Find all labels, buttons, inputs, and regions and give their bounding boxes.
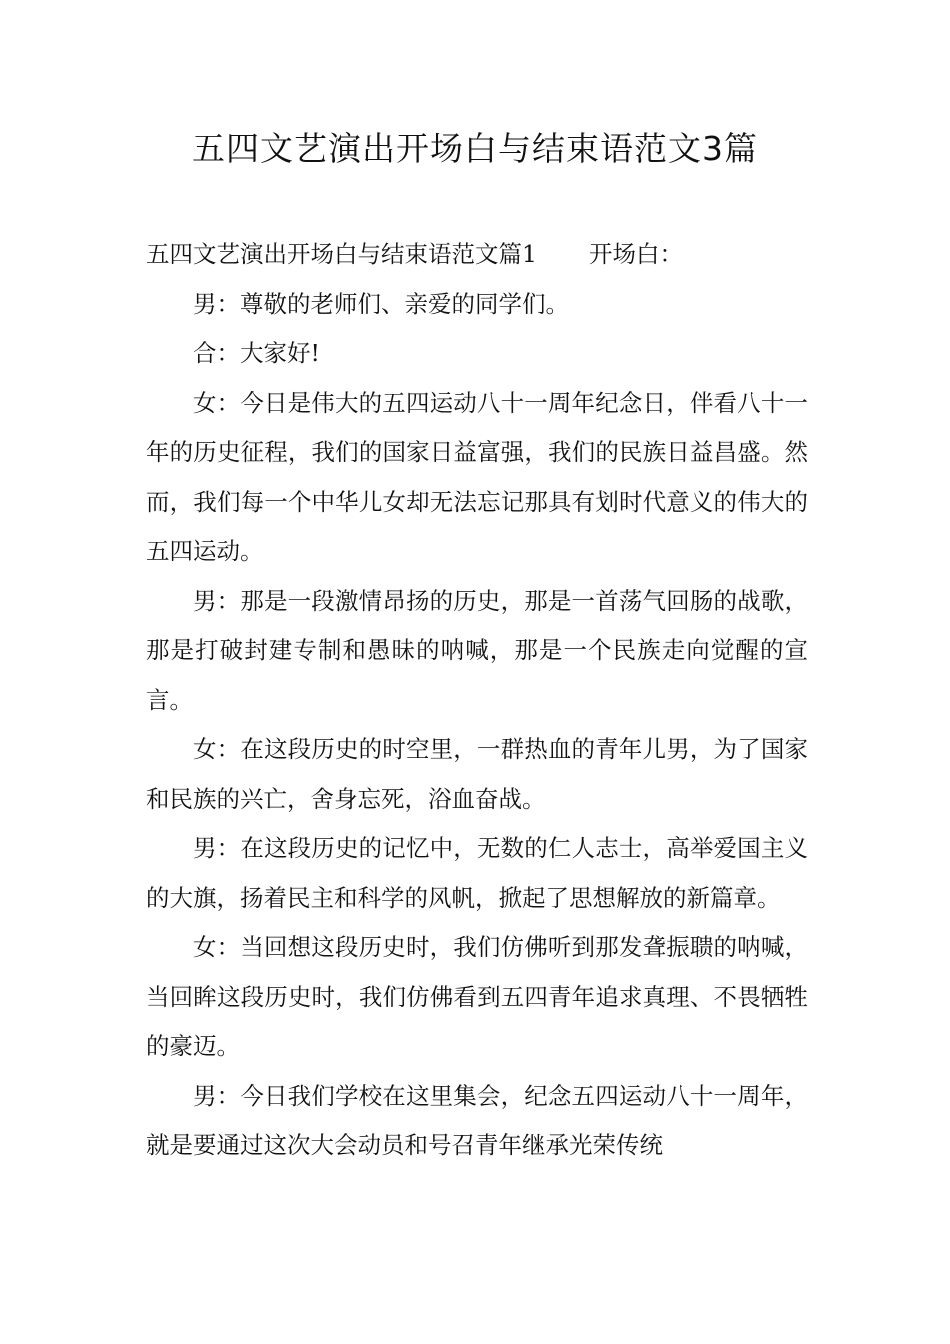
paragraph: 男：那是一段激情昂扬的历史，那是一首荡气回肠的战歌，那是打破封建专制和愚昧的呐喊，那是一个民族走向觉醒的宣言。 [146, 586, 808, 714]
paragraph: 合：大家好! [193, 339, 320, 367]
paragraph: 女：今日是伟大的五四运动八十一周年纪念日，伴看八十一年的历史征程，我们的国家日益富强，我们的民族日益昌盛。然而，我们每一个中华儿女却无法忘记那具有划时代意义的伟大的五四运动。 [146, 388, 808, 565]
paragraph: 男：尊敬的老师们、亲爱的同学们。 [193, 289, 569, 318]
section-heading-line [146, 230, 808, 280]
document-body [146, 230, 808, 1171]
paragraph: 女：当回想这段历史时，我们仿佛听到那发聋振聩的呐喊，当回眸这段历史时，我们仿佛看到五四青年追求真理、不畏牺牲的豪迈。 [146, 933, 808, 1060]
paragraph: 男：在这段历史的记忆中，无数的仁人志士，高举爱国主义的大旗，扬着民主和科学的风帆，掀起了思想解放的新篇章。 [146, 834, 808, 912]
document-title: 五四文艺演出开场白与结束语范文3篇 [192, 129, 758, 168]
paragraph: 女：在这段历史的时空里，一群热血的青年儿男，为了国家和民族的兴亡，舍身忘死，浴血奋战。 [146, 735, 808, 813]
section-label: 开场白： [588, 240, 683, 268]
paragraph: 男：今日我们学校在这里集会，纪念五四运动八十一周年，就是要通过这次大会动员和号召青年继承光荣传统 [146, 1081, 808, 1159]
section-heading: 五四文艺演出开场白与结束语范文篇1 [146, 240, 537, 268]
